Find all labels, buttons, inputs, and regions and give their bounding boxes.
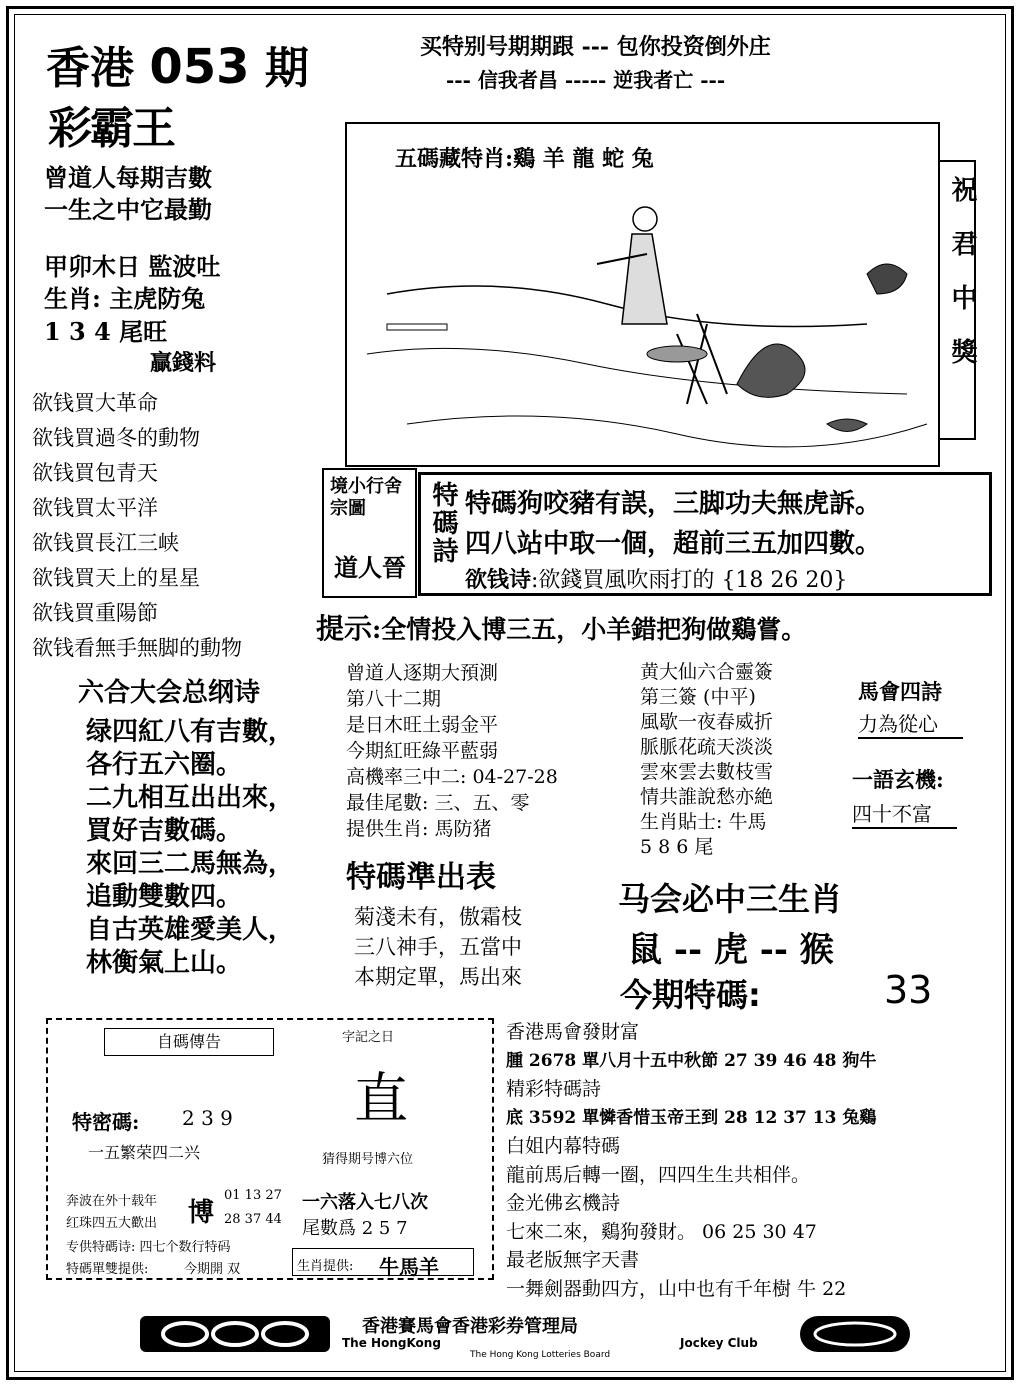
huang-line: 5 8 6 尾 [640,836,714,858]
footer-en-left: The HongKong [342,1336,441,1350]
win-title: 贏錢料 [150,350,217,376]
issue-period: 期 [264,43,309,94]
liuhe-title: 六合大会总纲诗 [78,678,261,708]
daoren-badge [322,468,417,598]
hint-text: :全情投入博三五，小羊錯把狗做鷄嘗。 [372,615,807,644]
rb-line: 腫 2678 單八月十五中秋節 27 39 46 48 狗牛 [506,1050,877,1071]
left-info [44,165,220,345]
prediction-line: 提供生肖: 馬防猪 [346,818,492,840]
rb-line: 白姐内幕特碼 [506,1135,621,1157]
footer-logo-left-art [140,1316,330,1352]
special-table-line: 三八神手，五當中 [354,935,522,959]
horse-poem-text: 力為從心 [858,708,963,739]
clip-tail-value: 2 5 7 [361,1218,408,1239]
liuhe-line: 绿四紅八有吉數， [86,717,295,747]
clip-guess: 猜得期号博六位 [322,1152,414,1167]
rb-line: 金光佛玄機詩 [506,1192,621,1214]
illustration-drawing [347,124,938,465]
win-item: 欲钱買包青天 [32,461,158,485]
prediction-line: 高機率三中二: 04-27-28 [346,766,558,788]
three-zodiac-animals: 鼠 -- 虎 -- 猴 [628,930,834,970]
rb-line: 一舞劍器動四方，山中也有千年樹 牛 22 [506,1277,847,1300]
clip-row-2: 红珠四五大歡出 [66,1216,158,1231]
info-line: 生肖: 主虎防兔 [44,284,206,314]
special-poem-line-3 [465,563,847,594]
clip-zodiac-box [292,1248,474,1279]
footer-en-sub: The Hong Kong Lotteries Board [470,1350,611,1360]
riddle-title: 一語玄機: [852,767,944,792]
rb-line: 底 3592 單憐香惜玉帝王到 28 12 37 13 兔鷄 [506,1107,877,1128]
special-poem-label: 特碼詩 [428,481,458,565]
clip-luck: 一六落入七八次 [302,1192,428,1213]
rb-line: 龍前馬后轉一圈，四四生生共相伴。 [506,1163,811,1186]
footer-en-right: Jockey Club [680,1336,758,1350]
newspaper-clip [46,1018,494,1280]
win-item: 欲钱買過冬的動物 [32,426,200,450]
rb-line: 七來二來，鷄狗發財。 06 25 30 47 [506,1220,817,1243]
liuhe-line: 買好吉數碼。 [86,816,243,846]
riddle-text: 四十不富 [852,798,957,829]
huang-line: 第三簽 (中平) [640,686,756,708]
footer-cn: 香港賽馬會香港彩券管理局 [362,1316,578,1337]
liuhe-line: 林衡氣上山。 [86,948,243,978]
win-item: 欲钱買太平洋 [32,496,158,520]
prediction-line: 今期紅旺綠平藍弱 [346,740,499,762]
footer-logo-right [800,1316,910,1352]
slogan-line-1: 买特别号期期跟 --- 包你投资倒外庄 [420,34,771,60]
huang-line: 脈脈花疏天淡淡 [640,736,774,758]
slogan-line-2: --- 信我者昌 ----- 逆我者亡 --- [446,68,726,92]
huang-line: 風歇一夜春威折 [640,711,774,733]
brand-title [46,32,309,96]
special-table-title: 特碼準出表 [346,860,496,895]
poem-text: :欲錢買風吹雨打的 [531,568,715,593]
info-line: 曾道人每期吉數 [44,163,212,192]
illustration-caption: 五碼藏特肖:鷄 羊 龍 蛇 兔 [395,146,654,172]
clip-zodiac-label: 生肖提供: [297,1259,354,1274]
prediction-block [346,660,558,842]
vertical-blessing-box [938,160,976,440]
huang-line: 雲來雲去數枝雪 [640,761,774,783]
liuhe-line: 追動雙數四。 [86,882,243,912]
issue-number: 053 [149,39,250,95]
special-table-line: 菊淺未有，傲霜枝 [354,905,522,929]
win-item: 欲钱買天上的星星 [32,566,200,590]
clip-row-4-label: 特碼單雙提供: [66,1262,149,1277]
liuhe-line: 各行五六圈。 [86,750,243,780]
special-table-lines [354,902,522,992]
info-line: 1 3 4 尾旺 [44,316,168,346]
info-line: 一生之中它最勤 [44,195,212,225]
clip-special-label: 特密碼: [72,1110,140,1134]
special-poem-box [418,472,992,596]
right-bottom-lines [506,1018,876,1303]
liuhe-line: 來回三二馬無為， [86,849,295,879]
clip-row-4-value: 今期開 双 [184,1262,241,1277]
huang-line: 黄大仙六合靈簽 [640,661,774,683]
huang-block [640,660,773,860]
prediction-line: 曾道人逐期大預測 [346,662,499,684]
logo-text: 彩霸王 [48,103,174,154]
clip-row-1: 奔波在外十载年 [66,1194,158,1209]
info-line: 甲卯木日 監波吐 [44,251,221,281]
win-item: 欲钱買長江三峡 [32,531,179,555]
clip-tail [302,1214,408,1240]
poem-numbers: {18 26 20} [721,568,848,593]
brand-name: 香港 [46,43,134,94]
prediction-line: 第八十二期 [346,688,442,710]
clip-title: 自碼傳告 [104,1028,274,1056]
prediction-line: 是日木旺土弱金平 [346,714,499,736]
liuhe-line: 二九相互出出來， [86,783,295,813]
special-poem-line-2: 四八站中取一個，超前三五加四數。 [465,529,882,559]
special-number-value: 33 [884,968,933,1012]
clip-special-value: 2 3 9 [182,1106,233,1130]
clip-big-char: 博 [188,1198,215,1228]
rb-line: 最老版無字天書 [506,1249,640,1271]
huang-line: 生肖貼士: 牛馬 [640,811,767,833]
three-zodiac-title: 马会必中三生肖 [618,880,843,918]
clip-char: 直 [354,1067,408,1130]
clip-tail-label: 尾數爲 [302,1218,356,1239]
hint-label: 提示 [316,612,373,645]
hint-line [316,607,806,647]
win-list [32,386,242,666]
vertical-blessing: 祝君中獎 [947,176,977,392]
special-poem-line-1: 特碼狗咬豬有誤，三脚功夫無虎訴。 [465,489,882,519]
footer-logo-left [140,1316,330,1352]
win-item: 欲钱買重陽節 [32,601,158,625]
prediction-line: 最佳尾數: 三、五、零 [346,792,530,814]
special-table-line: 本期定單，馬出來 [354,965,522,989]
rb-line: 香港馬會發財富 [506,1021,640,1043]
liuhe-line: 自古英雄愛美人， [86,915,295,945]
clip-zodiac-value: 牛馬羊 [379,1255,439,1279]
rb-line: 精彩特碼詩 [506,1078,602,1100]
special-number-label: 今期特碼: [620,976,761,1014]
clip-phrase: 一五繁荣四二兴 [88,1143,201,1162]
badge-bottom: 道人晉 [334,553,406,582]
win-item: 欲钱看無手無脚的動物 [32,636,242,660]
footer-logo-right-art [800,1316,910,1352]
clip-nums-2: 28 37 44 [224,1212,282,1227]
horse-poem-title: 馬會四詩 [858,679,942,704]
illustration-panel [345,122,940,467]
win-item: 欲钱買大革命 [32,391,158,415]
clip-row-3: 专供特碼诗: 四七个数行特码 [66,1240,231,1255]
clip-char-title: 字記之日 [342,1030,395,1045]
liuhe-lines [86,716,294,980]
clip-nums-1: 01 13 27 [224,1188,282,1203]
poem-label: 欲钱诗 [465,567,532,593]
huang-line: 情共誰說愁亦絶 [640,786,774,808]
badge-top: 境小行舍宗圖 [330,476,402,519]
